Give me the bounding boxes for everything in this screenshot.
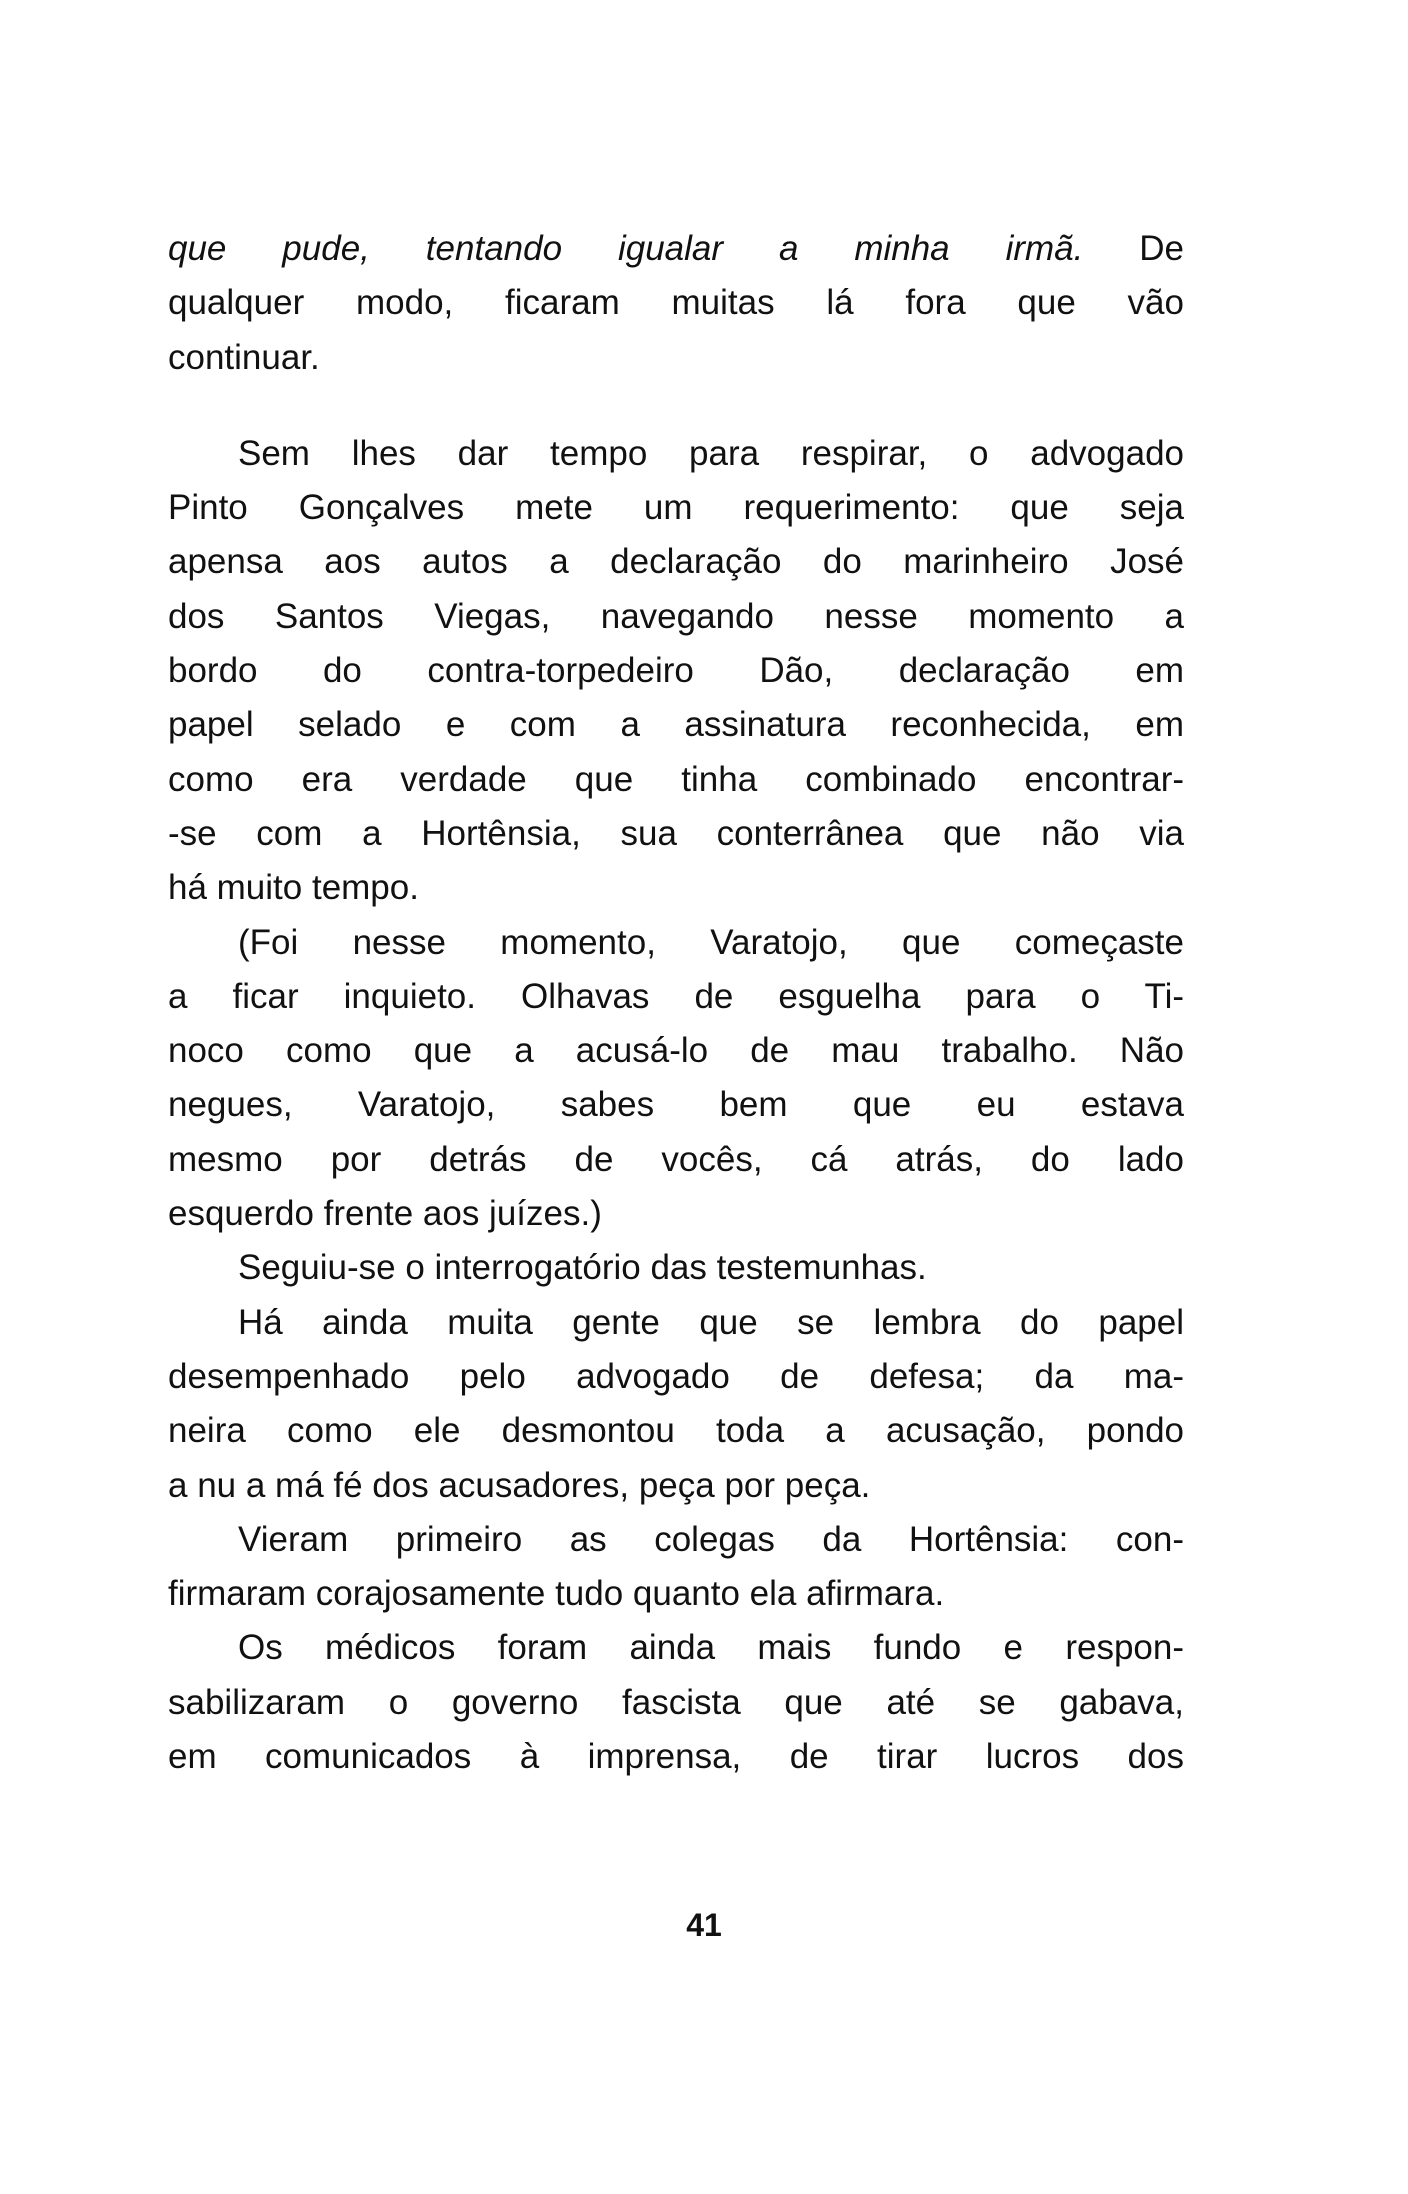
text-line: como era verdade que tinha combinado encontrar- <box>168 759 1184 799</box>
text-line: continuar. <box>168 337 320 377</box>
text-line: há muito tempo. <box>168 868 419 908</box>
text-line: negues, Varatojo, sabes bem que eu estava <box>168 1085 1184 1125</box>
paragraph-2 <box>168 427 1184 916</box>
text-line: Pinto Gonçalves mete um requerimento: que seja <box>168 488 1184 528</box>
text-line: papel selado e com a assinatura reconhecida, em <box>168 705 1184 745</box>
text-line: mesmo por detrás de vocês, cá atrás, do lado <box>168 1139 1184 1179</box>
text-line: qualquer modo, ficaram muitas lá fora que vão <box>168 283 1184 323</box>
paragraph-5 <box>168 1296 1184 1513</box>
text-line-italic-part: que pude, tentando igualar a minha irmã. <box>168 229 1084 268</box>
paragraph-1 <box>168 222 1184 385</box>
text-line: desempenhado pelo advogado de defesa; da ma- <box>168 1356 1184 1396</box>
text-line: firmaram corajosamente tudo quanto ela afirmara. <box>168 1574 945 1614</box>
text-line: Vieram primeiro as colegas da Hortênsia: con- <box>238 1519 1184 1559</box>
paragraph-gap <box>168 385 1184 427</box>
text-line: bordo do contra-torpedeiro Dão, declaração em <box>168 651 1184 691</box>
page-number: 41 <box>686 1907 722 1943</box>
text-line: a nu a má fé dos acusadores, peça por peça. <box>168 1465 871 1505</box>
paragraph-3 <box>168 916 1184 1242</box>
text-line: apensa aos autos a declaração do marinheiro José <box>168 542 1184 582</box>
text-line: a ficar inquieto. Olhavas de esguelha para o Ti- <box>168 976 1184 1016</box>
text-line: -se com a Hortênsia, sua conterrânea que não via <box>168 813 1184 853</box>
paragraph-6 <box>168 1513 1184 1622</box>
paragraph-7 <box>168 1621 1184 1784</box>
text-line: sabilizaram o governo fascista que até se gabava, <box>168 1682 1184 1722</box>
text-line: Os médicos foram ainda mais fundo e respon- <box>238 1628 1184 1668</box>
text-line: Sem lhes dar tempo para respirar, o advogado <box>238 433 1184 473</box>
text-line: Há ainda muita gente que se lembra do papel <box>238 1302 1184 1342</box>
text-line: que pude, tentando igualar a minha irmã. De <box>168 229 1184 268</box>
text-line: em comunicados à imprensa, de tirar lucros dos <box>168 1737 1184 1777</box>
text-line: neira como ele desmontou toda a acusação, pondo <box>168 1411 1184 1451</box>
text-line: dos Santos Viegas, navegando nesse momento a <box>168 596 1184 636</box>
text-line: Seguiu-se o interrogatório das testemunhas. <box>238 1248 927 1288</box>
page-text <box>168 222 1184 1784</box>
text-line: (Foi nesse momento, Varatojo, que começaste <box>238 922 1184 962</box>
text-line: esquerdo frente aos juízes.) <box>168 1194 602 1234</box>
paragraph-4 <box>168 1241 1184 1295</box>
text-line: noco como que a acusá-lo de mau trabalho. Não <box>168 1031 1184 1071</box>
